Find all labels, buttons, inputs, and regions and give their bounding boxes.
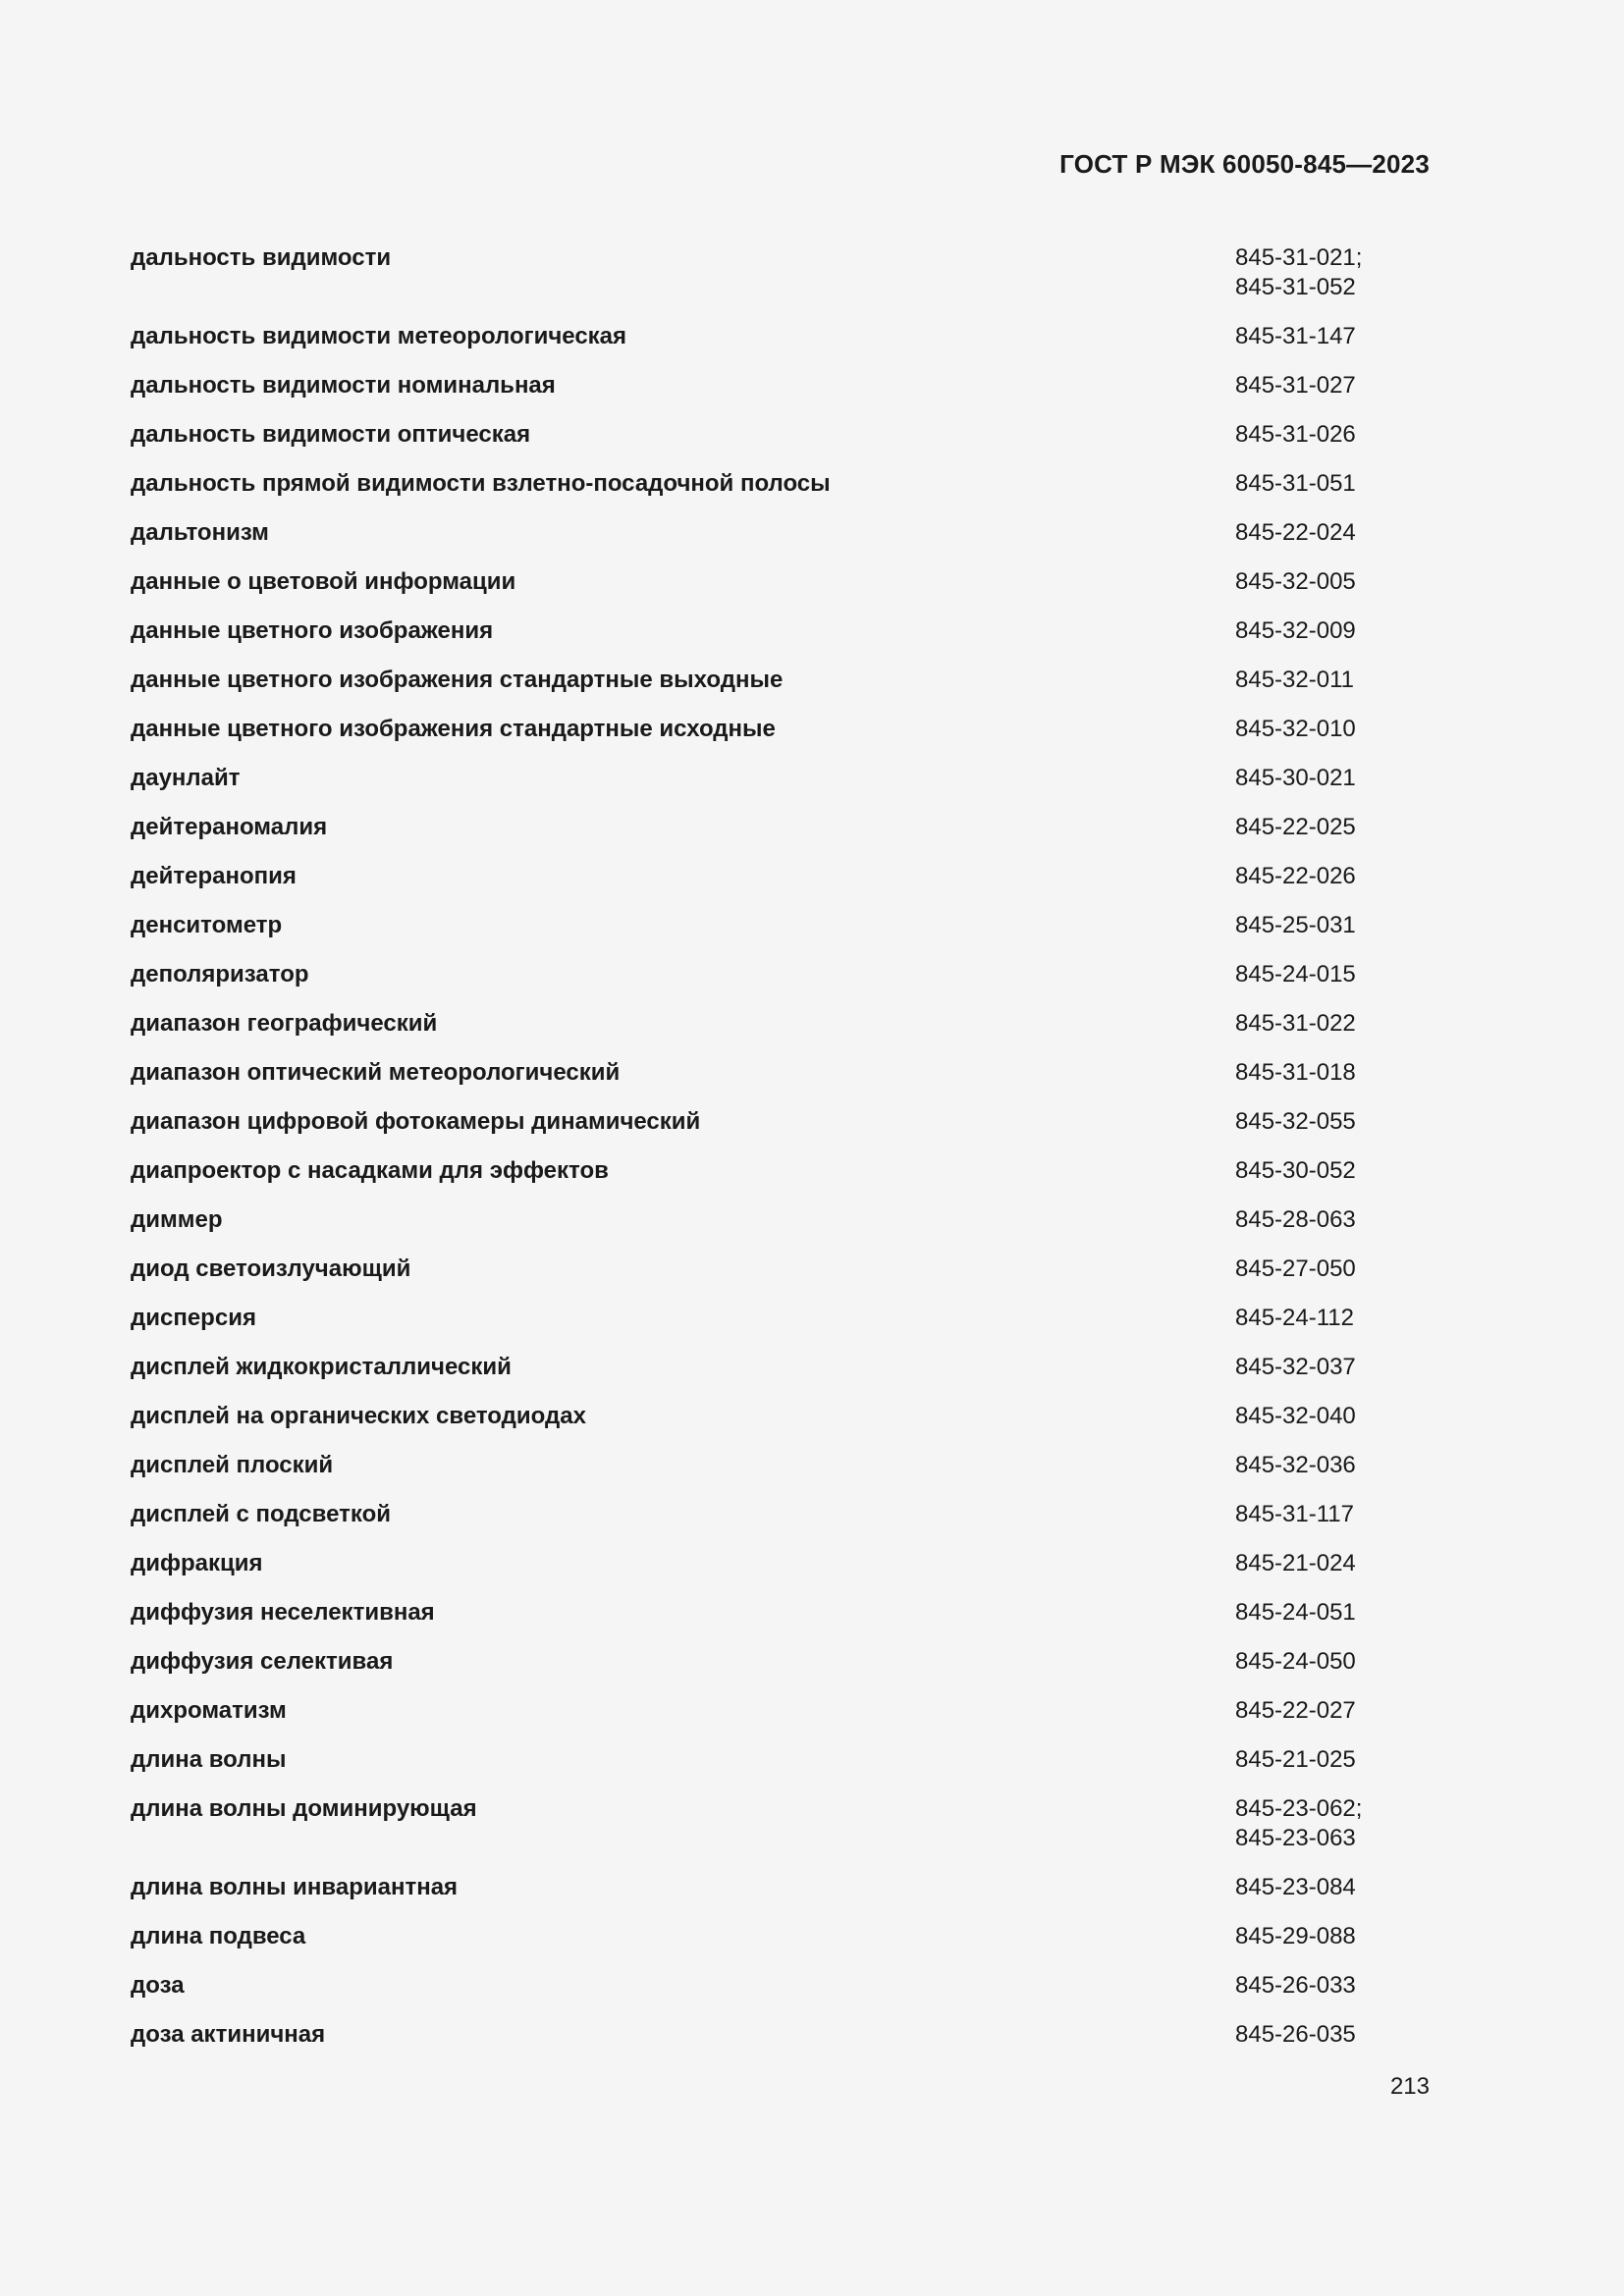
- entry-term: деполяризатор: [131, 961, 309, 988]
- entry-code: 845-31-051: [1235, 470, 1356, 497]
- entry-term: данные о цветовой информации: [131, 568, 516, 595]
- entry-codes: [1235, 1304, 1354, 1333]
- entry-code: 845-31-021;: [1235, 244, 1363, 271]
- index-entry: [131, 469, 1430, 518]
- entry-code: 845-32-037: [1235, 1354, 1356, 1380]
- entry-codes: [1235, 715, 1356, 744]
- index-entry: [131, 1058, 1430, 1107]
- entry-term: денситометр: [131, 912, 283, 938]
- index-entry: [131, 1598, 1430, 1647]
- entry-term: дальтонизм: [131, 519, 269, 546]
- entry-code: 845-23-063: [1235, 1825, 1356, 1851]
- entry-term: диммер: [131, 1206, 223, 1233]
- index-entry: [131, 1922, 1430, 1971]
- entry-code: 845-28-063: [1235, 1206, 1356, 1233]
- index-entry: [131, 715, 1430, 764]
- entry-codes: [1235, 1794, 1362, 1853]
- entry-term: дисперсия: [131, 1305, 256, 1331]
- entry-term: диффузия неселективная: [131, 1599, 435, 1626]
- entry-code: 845-24-051: [1235, 1599, 1356, 1626]
- entry-code: 845-22-026: [1235, 863, 1356, 889]
- index-entry: [131, 960, 1430, 1009]
- entry-code: 845-30-021: [1235, 765, 1356, 791]
- index-entry: [131, 1255, 1430, 1304]
- entry-codes: [1235, 243, 1362, 302]
- entry-term: диод светоизлучающий: [131, 1255, 411, 1282]
- index-entry: [131, 243, 1430, 322]
- index-entry: [131, 1304, 1430, 1353]
- entry-codes: [1235, 1745, 1356, 1775]
- entry-term: дифракция: [131, 1550, 263, 1576]
- entry-codes: [1235, 1922, 1356, 1951]
- entry-term: длина волны доминирующая: [131, 1795, 477, 1822]
- entry-term: дисплей плоский: [131, 1452, 334, 1478]
- index-entry: [131, 1156, 1430, 1205]
- index-entry: [131, 1402, 1430, 1451]
- entry-code: 845-32-036: [1235, 1452, 1356, 1478]
- entry-code: 845-22-025: [1235, 814, 1356, 840]
- entry-codes: [1235, 1009, 1356, 1039]
- entry-codes: [1235, 469, 1356, 499]
- page-number: 213: [1389, 2073, 1430, 2100]
- entry-codes: [1235, 1647, 1356, 1677]
- entry-term: дейтеранопия: [131, 863, 297, 889]
- entry-term: дальность видимости: [131, 244, 392, 271]
- index-entry: [131, 764, 1430, 813]
- entry-code: 845-31-117: [1235, 1501, 1354, 1527]
- entry-term: диапроектор с насадками для эффектов: [131, 1157, 609, 1184]
- index-entry: [131, 1971, 1430, 2020]
- entry-term: длина подвеса: [131, 1923, 306, 1949]
- index-entry: [131, 1549, 1430, 1598]
- entry-code: 845-32-011: [1235, 667, 1354, 693]
- entry-code: 845-23-062;: [1235, 1795, 1363, 1822]
- entry-term: дальность видимости метеорологическая: [131, 323, 627, 349]
- entry-term: диапазон географический: [131, 1010, 438, 1037]
- index-entry: [131, 1107, 1430, 1156]
- entry-code: 845-24-050: [1235, 1648, 1356, 1675]
- index-entries: [131, 243, 1430, 2069]
- entry-term: доза актиничная: [131, 2021, 326, 2048]
- index-entry: [131, 911, 1430, 960]
- entry-codes: [1235, 1451, 1356, 1480]
- entry-term: диапазон цифровой фотокамеры динамический: [131, 1108, 701, 1135]
- entry-codes: [1235, 1696, 1356, 1726]
- entry-codes: [1235, 1402, 1356, 1431]
- entry-codes: [1235, 518, 1356, 548]
- entry-code: 845-31-027: [1235, 372, 1356, 399]
- entry-term: дальность прямой видимости взлетно-посадочной полосы: [131, 470, 831, 497]
- entry-code: 845-22-024: [1235, 519, 1356, 546]
- index-entry: [131, 1353, 1430, 1402]
- entry-codes: [1235, 371, 1356, 400]
- entry-codes: [1235, 1107, 1356, 1137]
- entry-code: 845-31-052: [1235, 274, 1356, 300]
- entry-codes: [1235, 616, 1356, 646]
- entry-codes: [1235, 1156, 1356, 1186]
- entry-term: доза: [131, 1972, 185, 1999]
- index-entry: [131, 1500, 1430, 1549]
- entry-codes: [1235, 764, 1356, 793]
- entry-code: 845-23-084: [1235, 1874, 1356, 1900]
- index-entry: [131, 322, 1430, 371]
- index-entry: [131, 616, 1430, 666]
- entry-code: 845-21-025: [1235, 1746, 1356, 1773]
- entry-code: 845-21-024: [1235, 1550, 1356, 1576]
- entry-code: 845-25-031: [1235, 912, 1356, 938]
- index-entry: [131, 1696, 1430, 1745]
- index-entry: [131, 1745, 1430, 1794]
- entry-codes: [1235, 567, 1356, 597]
- index-entry: [131, 518, 1430, 567]
- entry-code: 845-30-052: [1235, 1157, 1356, 1184]
- index-entry: [131, 1873, 1430, 1922]
- entry-term: дихроматизм: [131, 1697, 287, 1724]
- index-entry: [131, 1794, 1430, 1873]
- entry-term: длина волны инвариантная: [131, 1874, 459, 1900]
- entry-code: 845-32-055: [1235, 1108, 1356, 1135]
- entry-code: 845-31-022: [1235, 1010, 1356, 1037]
- entry-code: 845-24-015: [1235, 961, 1356, 988]
- entry-term: дальность видимости номинальная: [131, 372, 556, 399]
- entry-codes: [1235, 1549, 1356, 1578]
- entry-code: 845-24-112: [1235, 1305, 1354, 1331]
- entry-term: дисплей жидкокристаллический: [131, 1354, 512, 1380]
- entry-codes: [1235, 862, 1356, 891]
- index-entry: [131, 567, 1430, 616]
- entry-codes: [1235, 666, 1354, 695]
- entry-code: 845-26-033: [1235, 1972, 1356, 1999]
- document-title: ГОСТ Р МЭК 60050-845—2023: [1059, 149, 1430, 179]
- entry-codes: [1235, 2020, 1356, 2050]
- index-entry: [131, 862, 1430, 911]
- entry-codes: [1235, 322, 1356, 351]
- entry-code: 845-31-147: [1235, 323, 1356, 349]
- entry-term: дисплей на органических светодиодах: [131, 1403, 586, 1429]
- entry-term: даунлайт: [131, 765, 241, 791]
- entry-code: 845-31-018: [1235, 1059, 1356, 1086]
- entry-term: диффузия селективая: [131, 1648, 394, 1675]
- entry-code: 845-32-040: [1235, 1403, 1356, 1429]
- entry-code: 845-22-027: [1235, 1697, 1356, 1724]
- entry-codes: [1235, 1598, 1356, 1628]
- entry-code: 845-29-088: [1235, 1923, 1356, 1949]
- entry-codes: [1235, 420, 1356, 450]
- index-entry: [131, 371, 1430, 420]
- entry-codes: [1235, 1058, 1356, 1088]
- entry-codes: [1235, 960, 1356, 989]
- index-entry: [131, 1205, 1430, 1255]
- entry-code: 845-32-009: [1235, 617, 1356, 644]
- entry-term: дисплей с подсветкой: [131, 1501, 391, 1527]
- entry-codes: [1235, 1873, 1356, 1902]
- index-entry: [131, 1451, 1430, 1500]
- entry-code: 845-31-026: [1235, 421, 1356, 448]
- entry-code: 845-27-050: [1235, 1255, 1356, 1282]
- entry-code: 845-32-005: [1235, 568, 1356, 595]
- entry-code: 845-32-010: [1235, 716, 1356, 742]
- entry-term: данные цветного изображения стандартные выходные: [131, 667, 784, 693]
- index-entry: [131, 420, 1430, 469]
- entry-code: 845-26-035: [1235, 2021, 1356, 2048]
- entry-term: данные цветного изображения: [131, 617, 494, 644]
- entry-term: данные цветного изображения стандартные исходные: [131, 716, 776, 742]
- entry-term: дальность видимости оптическая: [131, 421, 531, 448]
- entry-codes: [1235, 1255, 1356, 1284]
- index-entry: [131, 813, 1430, 862]
- index-entry: [131, 2020, 1430, 2069]
- entry-term: диапазон оптический метеорологический: [131, 1059, 621, 1086]
- entry-codes: [1235, 1971, 1356, 2001]
- entry-term: длина волны: [131, 1746, 287, 1773]
- entry-codes: [1235, 1205, 1356, 1235]
- entry-codes: [1235, 813, 1356, 842]
- index-entry: [131, 1009, 1430, 1058]
- entry-term: дейтераномалия: [131, 814, 328, 840]
- entry-codes: [1235, 911, 1356, 940]
- index-entry: [131, 1647, 1430, 1696]
- entry-codes: [1235, 1353, 1356, 1382]
- index-entry: [131, 666, 1430, 715]
- entry-codes: [1235, 1500, 1354, 1529]
